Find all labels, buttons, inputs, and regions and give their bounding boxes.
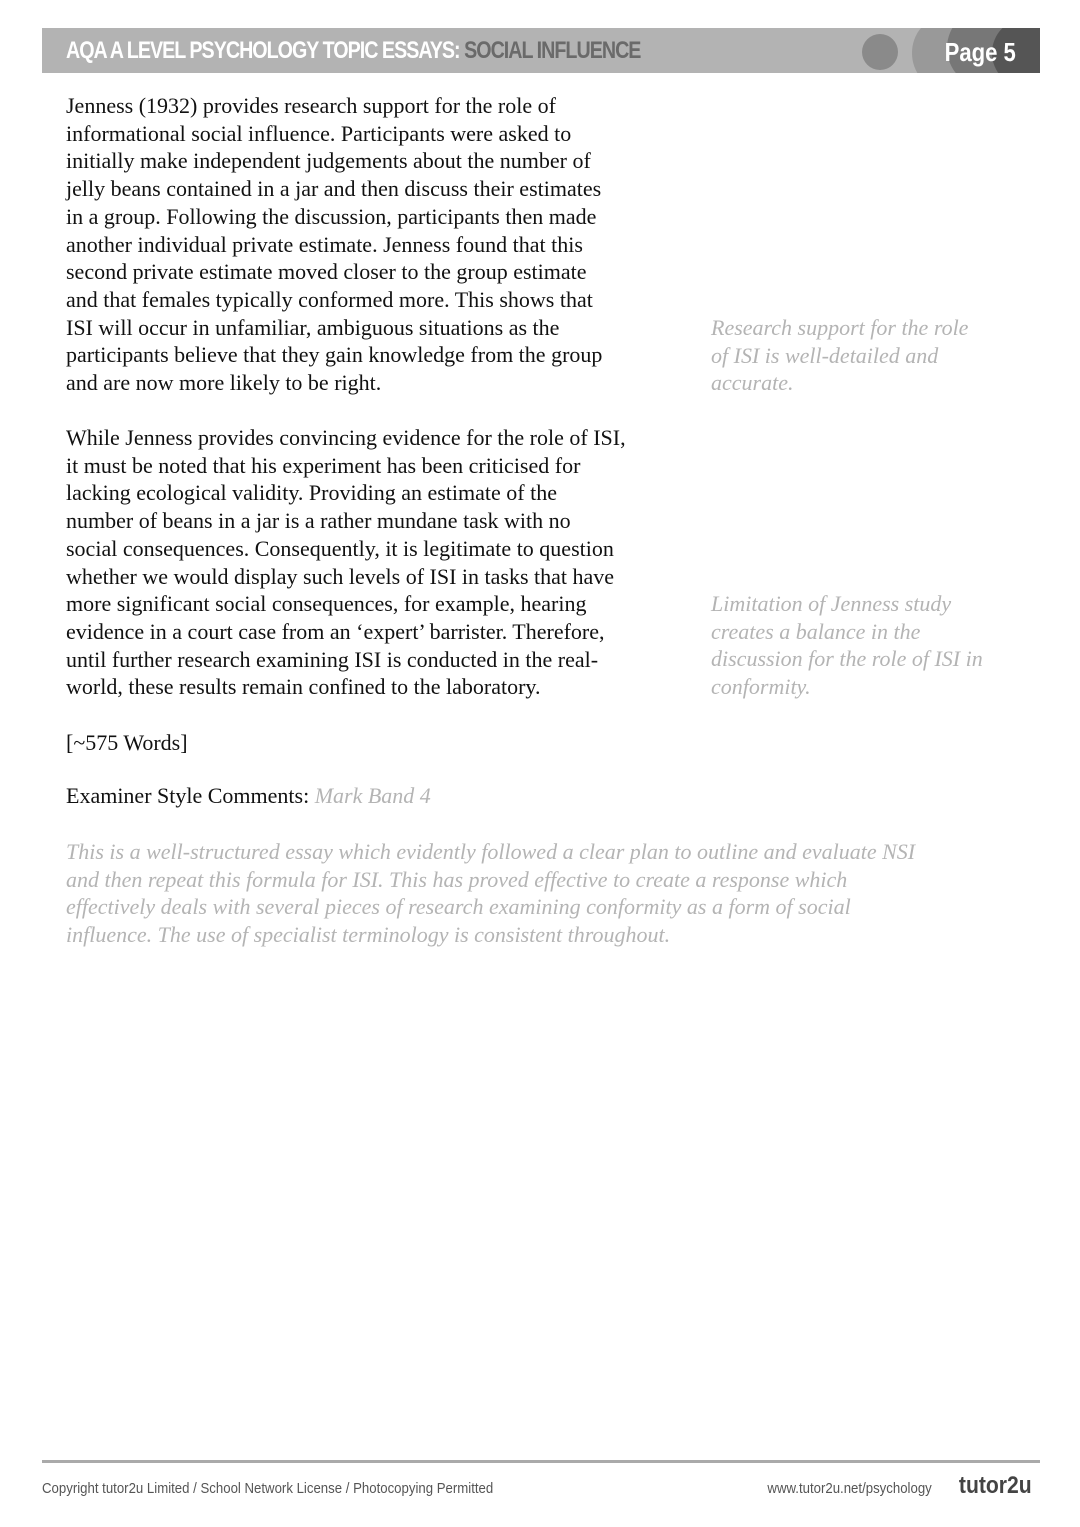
- text-line: social consequences. Consequently, it is legitimate to question: [66, 535, 614, 561]
- text-line: effectively deals with several pieces of research examining conformity as a form of social: [66, 894, 851, 920]
- margin-note-1: [711, 314, 968, 397]
- header-title: [66, 37, 640, 65]
- text-line: evidence in a court case from an ‘expert’ barrister. Therefore,: [66, 618, 605, 644]
- text-line: initially make independent judgements about the number of: [66, 148, 591, 174]
- text-line: Limitation of Jenness study: [711, 591, 952, 616]
- text-line: Jenness (1932) provides research support for the role of: [66, 93, 556, 118]
- text-line: number of beans in a jar is a rather mundane task with no: [66, 508, 571, 534]
- paragraph-1: [66, 92, 602, 397]
- text-line: world, these results remain confined to the laboratory.: [66, 674, 541, 700]
- text-line: informational social influence. Participants were asked to: [66, 120, 572, 146]
- text-line: and then repeat this formula for ISI. This has proved effective to create a response which: [66, 866, 848, 892]
- text-line: until further research examining ISI is conducted in the real-: [66, 646, 599, 672]
- text-line: influence. The use of specialist terminology is consistent throughout.: [66, 922, 671, 948]
- tutor2u-logo: tutor2u: [959, 1472, 1032, 1499]
- page-header: [42, 28, 1040, 73]
- text-line: While Jenness provides convincing evidence for the role of ISI,: [66, 425, 626, 450]
- word-count: [~575 Words]: [66, 730, 188, 755]
- examiner-comments-heading: [66, 782, 431, 810]
- text-line: participants believe that they gain knowledge from the group: [66, 342, 603, 368]
- text-line: jelly beans contained in a jar and then discuss their estimates: [66, 176, 602, 202]
- footer-divider: [42, 1460, 1040, 1463]
- text-line: whether we would display such levels of ISI in tasks that have: [66, 563, 615, 589]
- header-title-main: AQA A LEVEL PSYCHOLOGY TOPIC ESSAYS:: [66, 37, 460, 64]
- text-line: it must be noted that his experiment has been criticised for: [66, 452, 581, 478]
- text-line: This is a well-structured essay which evidently followed a clear plan to outline and evaluate NSI: [66, 839, 916, 864]
- text-line: lacking ecological validity. Providing an estimate of the: [66, 480, 557, 506]
- text-line: creates a balance in the: [711, 618, 921, 644]
- text-line: discussion for the role of ISI in: [711, 646, 983, 672]
- text-line: and that females typically conformed more. This shows that: [66, 286, 593, 312]
- text-line: more significant social consequences, for example, hearing: [66, 591, 587, 617]
- text-line: and are now more likely to be right.: [66, 370, 382, 396]
- text-line: another individual private estimate. Jenness found that this: [66, 231, 583, 257]
- page-number: Page 5: [944, 37, 1016, 67]
- margin-note-2: [711, 590, 983, 701]
- text-line: conformity.: [711, 674, 811, 700]
- text-line: ISI will occur in unfamiliar, ambiguous situations as the: [66, 314, 560, 340]
- header-title-sub: SOCIAL INFLUENCE: [464, 37, 641, 64]
- text-line: in a group. Following the discussion, participants then made: [66, 203, 597, 229]
- mark-band: Mark Band 4: [314, 783, 431, 808]
- text-line: accurate.: [711, 370, 794, 396]
- paragraph-2: [66, 424, 626, 701]
- examiner-comment: [66, 838, 915, 949]
- decorative-circle-icon: [862, 34, 898, 70]
- footer-copyright: Copyright tutor2u Limited / School Network License / Photocopying Permitted: [42, 1480, 494, 1497]
- text-line: Research support for the role: [711, 315, 969, 340]
- footer-url[interactable]: www.tutor2u.net/psychology: [767, 1480, 932, 1497]
- text-line: of ISI is well-detailed and: [711, 342, 939, 368]
- examiner-label: Examiner Style Comments:: [66, 783, 310, 808]
- text-line: second private estimate moved closer to the group estimate: [66, 259, 587, 285]
